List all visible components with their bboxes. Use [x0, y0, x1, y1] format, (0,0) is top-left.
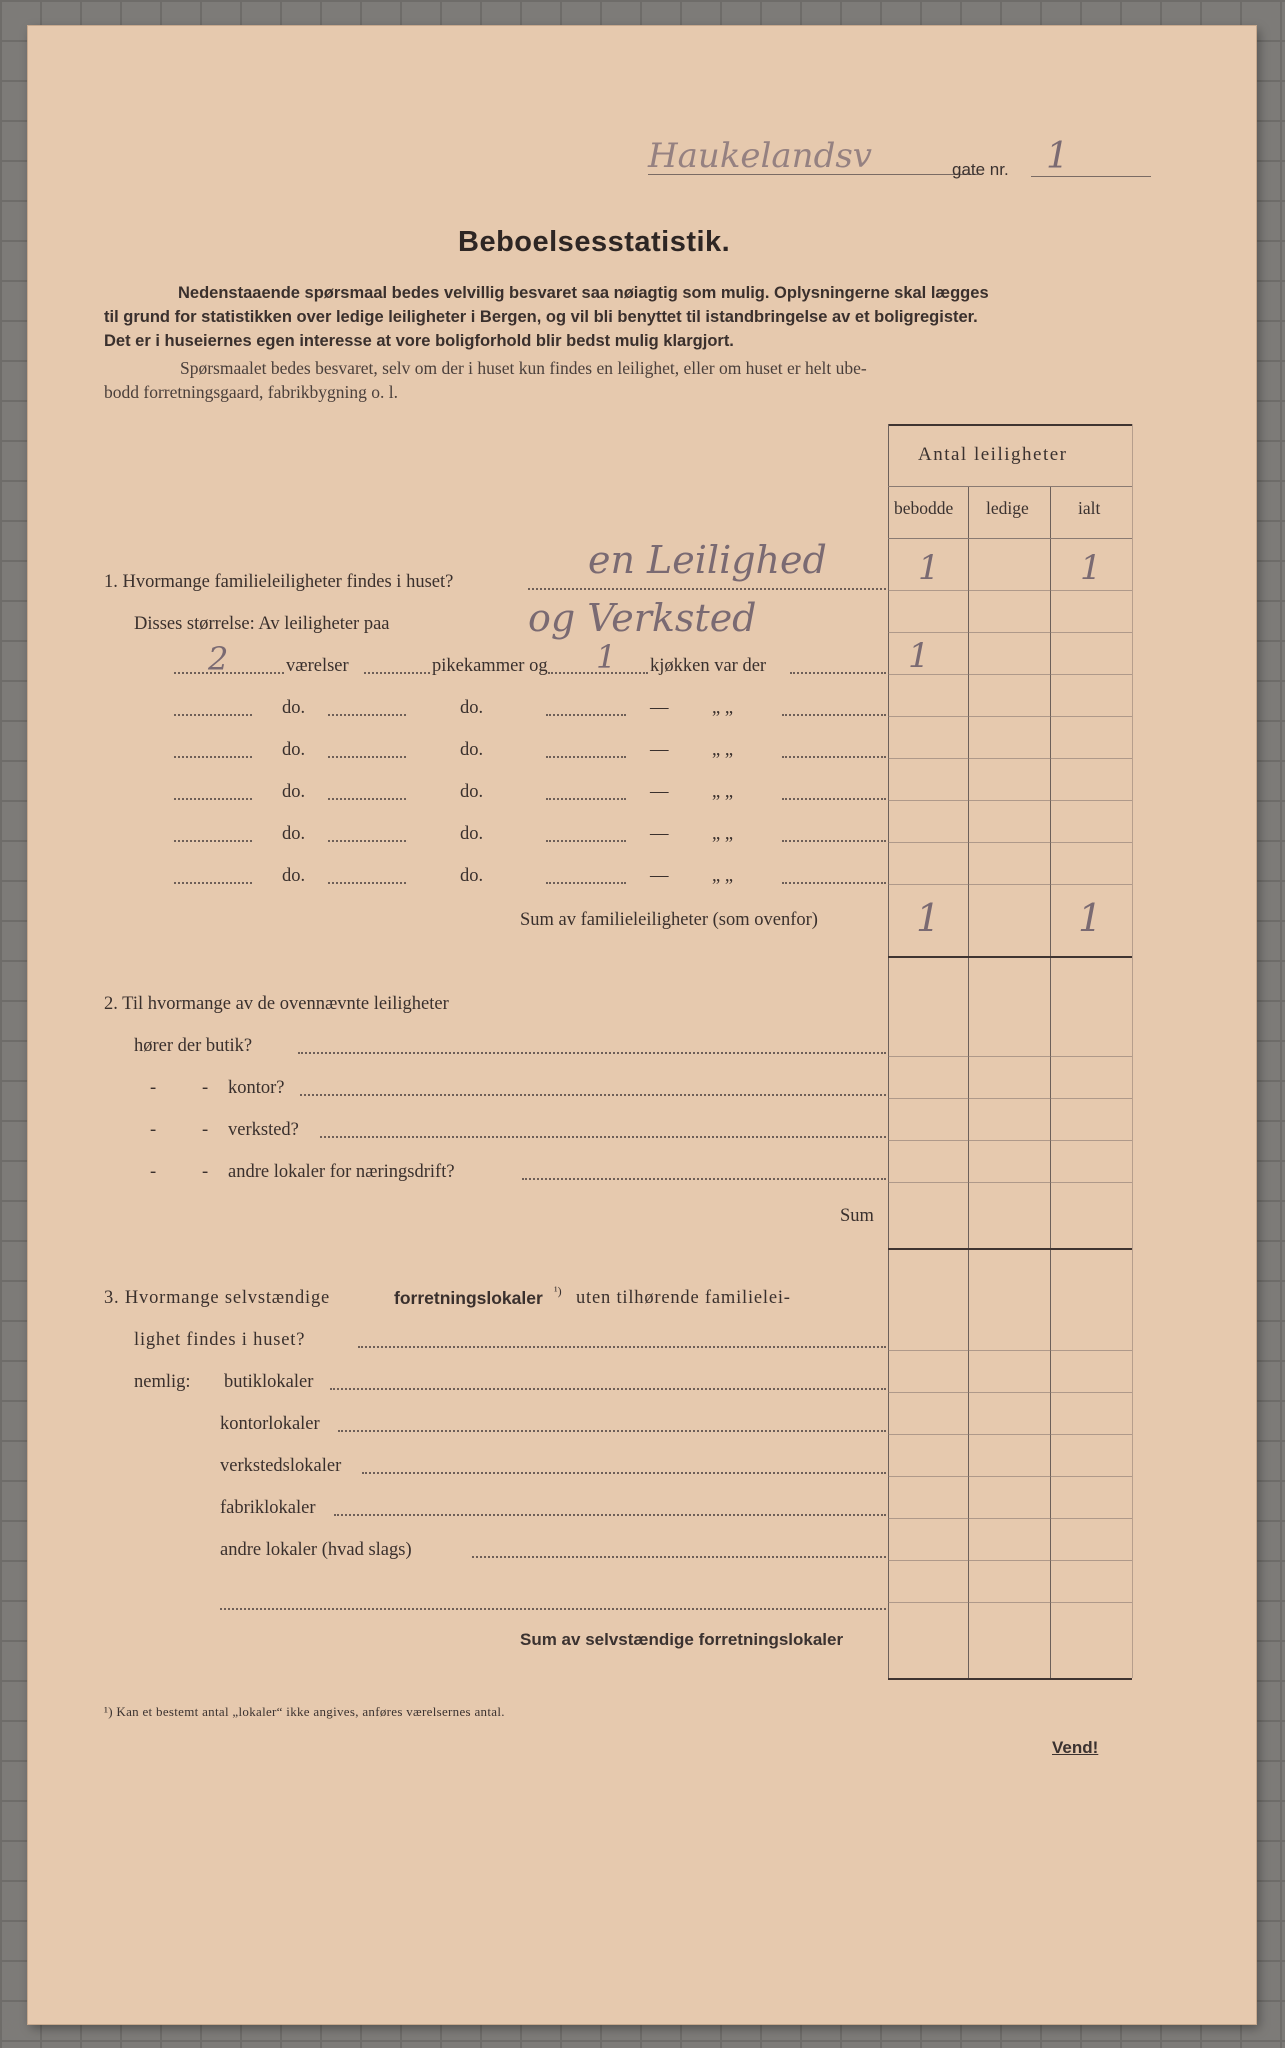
maid-dots — [364, 672, 430, 674]
row-rule — [888, 1560, 1132, 1561]
row-rule — [888, 716, 1132, 717]
row-rule — [888, 1056, 1132, 1057]
sum1-rule — [888, 956, 1132, 958]
q3-label-c: lighet findes i huset? — [134, 1330, 306, 1350]
q3-namely: nemlig: — [134, 1372, 191, 1392]
q1-sum-bebodde: 1 — [916, 896, 941, 940]
sum2-rule — [888, 1248, 1132, 1250]
q2-dash: - — [150, 1078, 157, 1098]
col-header-ialt: ialt — [1078, 498, 1101, 518]
table-bottom-rule — [888, 1678, 1132, 1680]
q2-dash: - — [202, 1078, 209, 1098]
q3-label-b: uten tilhørende familielei- — [576, 1288, 791, 1308]
row-rule — [888, 884, 1132, 885]
header-divider — [888, 486, 1132, 487]
street-name-handwritten: Haukelandsv — [648, 136, 873, 176]
q1-sum-ialt: 1 — [1078, 896, 1103, 940]
q2-workshop-label: verksted? — [228, 1120, 299, 1140]
note-line-1: Spørsmaalet bedes besvaret, selv om der i huset kun findes en leilighet, eller om huset er helt ube- — [180, 358, 867, 378]
q2-shop-dots — [298, 1052, 886, 1054]
header-bottom-rule — [888, 538, 1132, 539]
row-rule — [888, 1182, 1132, 1183]
col-divider-1 — [968, 486, 969, 1678]
q2-office-label: kontor? — [228, 1078, 285, 1098]
q2-dash: - — [150, 1162, 157, 1182]
row-rule — [888, 1140, 1132, 1141]
q3-label-a: 3. Hvormange selvstændige — [104, 1288, 331, 1308]
row-rule — [888, 1602, 1132, 1603]
q1-bebodde-value: 1 — [918, 548, 940, 588]
q3-workshop-dots — [362, 1472, 886, 1474]
q3-factory-dots — [334, 1514, 886, 1516]
q2-workshop-dots — [320, 1136, 886, 1138]
q3-dots — [358, 1346, 886, 1348]
row-rule — [888, 1350, 1132, 1351]
q3-other-extra-dots — [220, 1608, 886, 1610]
row-rule — [888, 590, 1132, 591]
q1-ialt-value: 1 — [1080, 548, 1102, 588]
q1-hand-answer-2: og Verksted — [528, 596, 757, 640]
form-sheet: Haukelandsv gate nr. 1 Beboelsesstatistik. Nedenstaaende spørsmaal bedes velvillig besvaret saa nøiagtig som mulig. Oplysningerne skal lægges til grund for statistikken over ledige leiligheter i Bergen, og vil bli benyttet til istandbringelse av et boligregister. Det er i huseiernes egen interesse at vore boligforhold blir bedst mulig klargjort. Spørsmaalet bedes besvaret, selv om der i huset kun findes en leilighet, eller om huset er helt ube- bodd forretningsgaard, fabrikbygning o. l. Antal leiligheter bebodde ledige ialt 1. Hvormange familieleiligheter findes i huset? en Leilighed 1 1 Disses størrelse: Av leiligheter paa og Verksted 2 værelser pikekammer og 1 kjøkken var der 1 do. do. — „ „ do. do. — „ „ do. do. — „ „ do. do. — „ „ do. do. — „ „ Sum av familieleiligheter (som ovenfor) 1 1 2. Til hvormange av de ovennævnte leiligheter hører der butik? - - kontor? - - verksted? - - andre lokaler for næringsdrift? Sum 3. Hvormange selvstændige forretningslokaler ¹) uten tilhørende familielei- lighet findes i huset? nemlig: butiklokaler kontorlokaler verkstedslokaler fabriklokaler andre lokaler (hvad slags) Sum av selvstændige forretningslokaler ¹) Kan et bestemt antal „lokaler“ ikke angives, anføres værelsernes antal. Vend! — [28, 26, 1256, 2024]
q3-sum-label: Sum av selvstændige forretningslokaler — [520, 1630, 844, 1649]
q2-label: 2. Til hvormange av de ovennævnte leiligheter — [104, 994, 449, 1014]
row-rule — [888, 1518, 1132, 1519]
q1-size-label: Disses størrelse: Av leiligheter paa — [134, 614, 390, 634]
rooms-label: værelser — [286, 656, 349, 676]
q3-other-dots — [472, 1556, 886, 1558]
q3-workshop-label: verkstedslokaler — [220, 1456, 342, 1476]
q3-shop-dots — [330, 1388, 886, 1390]
footnote: ¹) Kan et bestemt antal „lokaler“ ikke angives, anføres værelsernes antal. — [104, 1704, 505, 1719]
kitchen-handwritten: 1 — [596, 638, 617, 676]
row-rule — [888, 1476, 1132, 1477]
intro-line-3: Det er i huseiernes egen interesse at vore boligforhold blir bedst mulig klargjort. — [104, 332, 734, 350]
q3-office-label: kontorlokaler — [220, 1414, 320, 1434]
gate-number-handwritten: 1 — [1046, 136, 1069, 177]
row-rule — [888, 632, 1132, 633]
street-line — [648, 174, 978, 175]
q1-sum-label: Sum av familieleiligheter (som ovenfor) — [520, 910, 818, 930]
col-header-bebodde: bebodde — [894, 498, 954, 518]
row-rule — [888, 800, 1132, 801]
q2-shop-label: hører der butik? — [134, 1036, 253, 1056]
rooms-dots — [174, 672, 284, 674]
row-rule — [888, 1434, 1132, 1435]
rooms-handwritten: 2 — [208, 640, 229, 678]
note-line-2: bodd forretningsgaard, fabrikbygning o. l. — [104, 382, 399, 402]
q3-office-dots — [338, 1430, 886, 1432]
q3-shop-label: butiklokaler — [224, 1372, 314, 1392]
intro-line-1: Nedenstaaende spørsmaal bedes velvillig besvaret saa nøiagtig som mulig. Oplysningerne skal lægges — [178, 284, 989, 302]
q3-footnote-ref: ¹) — [554, 1284, 562, 1298]
row-rule — [888, 1098, 1132, 1099]
q2-other-dots — [522, 1178, 886, 1180]
q3-label-bold: forretningslokaler — [394, 1288, 543, 1308]
col-header-ledige: ledige — [986, 498, 1029, 518]
q2-dash: - — [150, 1120, 157, 1140]
q2-dash: - — [202, 1120, 209, 1140]
row-dots — [790, 672, 886, 674]
row-rule — [888, 1392, 1132, 1393]
q1-dots — [528, 588, 886, 590]
row1-bebodde-value: 1 — [908, 636, 930, 676]
kitchen-label: kjøkken var der — [650, 656, 767, 676]
table-group-header: Antal leiligheter — [918, 444, 1068, 465]
table-left-border — [888, 424, 889, 1678]
q3-other-label: andre lokaler (hvad slags) — [220, 1540, 412, 1560]
page-title: Beboelsesstatistik. — [458, 226, 731, 258]
intro-line-2: til grund for statistikken over ledige leiligheter i Bergen, og vil bli benyttet til istandbringelse av et boligregister. — [104, 308, 978, 326]
q2-other-label: andre lokaler for næringsdrift? — [228, 1162, 455, 1182]
row-rule — [888, 758, 1132, 759]
col-divider-2 — [1050, 486, 1051, 1678]
q3-factory-label: fabriklokaler — [220, 1498, 316, 1518]
row-rule — [888, 842, 1132, 843]
q2-sum-label: Sum — [840, 1206, 874, 1226]
q1-hand-answer: en Leilighed — [588, 538, 827, 582]
table-right-border — [1132, 424, 1133, 1678]
q1-label: 1. Hvormange familieleiligheter findes i huset? — [104, 572, 454, 592]
table-top-rule — [888, 424, 1132, 426]
maid-label: pikekammer og — [432, 656, 548, 676]
gate-label: gate nr. — [952, 160, 1009, 179]
q2-office-dots — [300, 1094, 886, 1096]
q2-dash: - — [202, 1162, 209, 1182]
vend-label: Vend! — [1052, 1738, 1099, 1757]
